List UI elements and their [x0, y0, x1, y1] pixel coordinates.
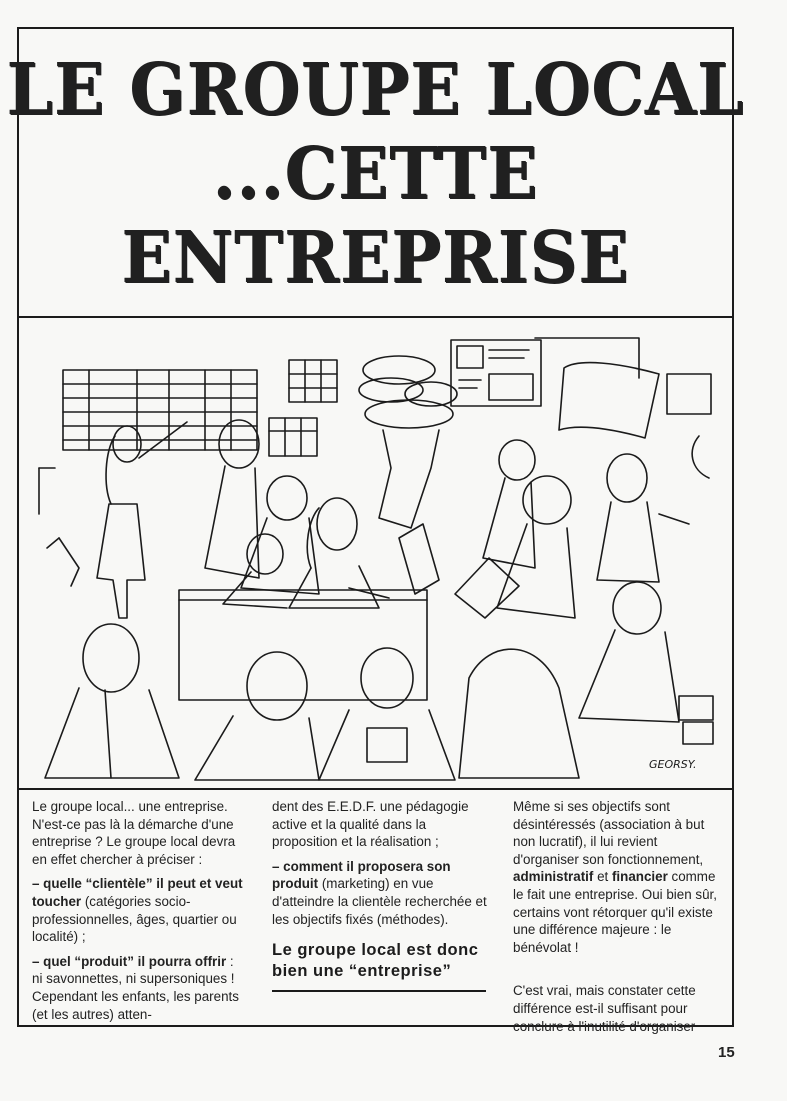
article-frame	[6, 27, 745, 1034]
col1-paragraph-1: Le groupe local... une entreprise. N'est-ce pas là la démarche d'une entreprise ? Le groupe local devra en effet chercher à préciser :	[32, 799, 236, 867]
wall-posters	[451, 338, 711, 438]
title-line-1: LE GROUPE LOCAL	[6, 46, 745, 131]
col3-bold-administratif: administratif	[513, 869, 594, 885]
column-3	[513, 798, 725, 1035]
col1-paragraph-2	[32, 875, 244, 945]
section-subheading: Le groupe local est donc bien une “entreprise”	[272, 941, 479, 981]
foreground-man-left	[45, 624, 179, 778]
artist-signature: GEORSY.	[649, 758, 697, 771]
col3-paragraph-2: C'est vrai, mais constater cette différence est-il suffisant pour conclure à l'inutilité d'organiser	[513, 983, 696, 1034]
package-stack	[359, 356, 457, 528]
col3-paragraph-1	[513, 798, 725, 956]
col1-bold-produit: – quel “produit” il pourra offrir	[32, 953, 227, 969]
col1-text-produit: : ni savonnettes, ni supersoniques ! Cependant les enfants, les parents (et les autres) atten-	[32, 953, 239, 1022]
office-illustration	[19, 318, 732, 790]
woman-at-desk	[289, 498, 389, 608]
foreground-man-center	[195, 648, 455, 780]
col2-bold-comment: – comment il proposera son produit	[272, 858, 451, 892]
wall-planning-chart	[63, 370, 257, 450]
col1-paragraph-3	[32, 953, 244, 1023]
misc-office-items	[39, 468, 519, 618]
page-number: 15	[718, 1044, 735, 1061]
col3-text-a: Même si ses objectifs sont désintéressés (association à but non lucratif), il lui revient d'organiser son fonctionnement,	[513, 799, 705, 867]
title-line-2: ...CETTE	[212, 130, 539, 215]
men-group-left	[205, 420, 319, 608]
title-box	[6, 29, 745, 318]
title-line-3: ENTREPRISE	[121, 214, 630, 299]
central-desk	[179, 590, 427, 700]
small-grid-chart	[269, 360, 337, 456]
article-body	[19, 790, 732, 1034]
column-1	[32, 798, 244, 1023]
col3-text-et: et	[593, 869, 612, 885]
woman-pointing	[97, 422, 187, 618]
column-2	[272, 798, 488, 992]
col2-paragraph-1: dent des E.E.D.F. une pédagogie active et la qualité dans la proposition et la réalisation ;	[272, 799, 469, 850]
col1-bold-clientele: – quelle “clientèle” il peut et veut toucher	[32, 876, 243, 909]
col1-text-clientele: (catégories socio-professionnelles, âges, quartier ou localité) ;	[32, 893, 237, 945]
col2-paragraph-2	[272, 858, 488, 928]
col3-bold-financier: financier	[611, 869, 668, 885]
col3-text-d: comme le fait une entreprise. Oui bien sûr, certains vont rétorquer qu'il existe une différence majeure : le bénévolat !	[513, 869, 717, 955]
subheading-rule	[272, 990, 486, 992]
col2-text-comment: (marketing) en vue d'atteindre la clientèle recherchée et les objectifs fixés (méthodes).	[272, 876, 487, 927]
